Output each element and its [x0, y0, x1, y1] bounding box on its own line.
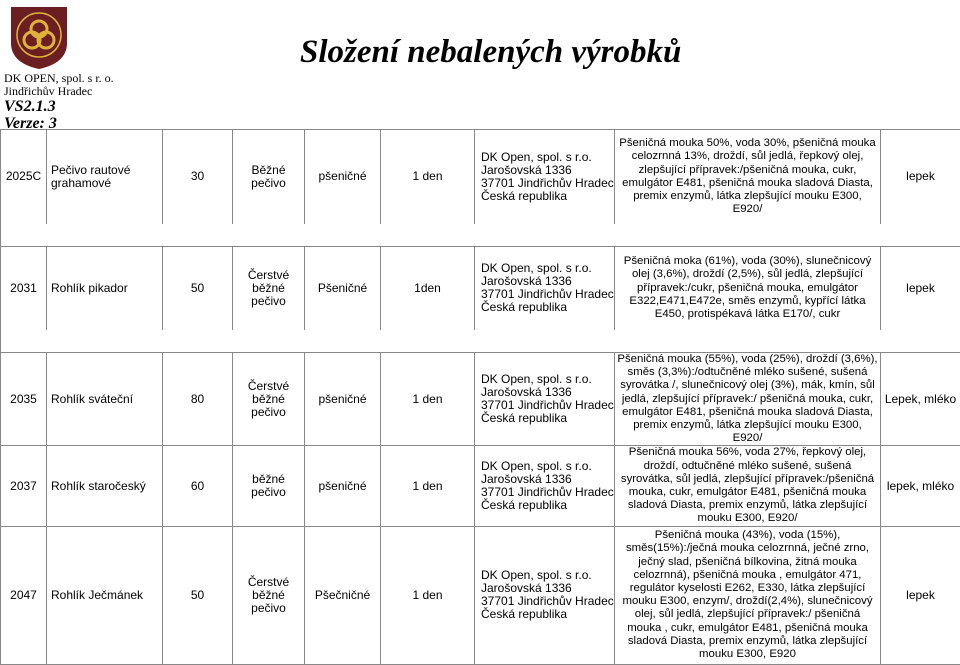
company-logo — [5, 3, 73, 71]
product-flour: pšeničné — [305, 353, 381, 446]
product-maker: DK Open, spol. s r.o. Jarošovská 1336 37701 Jindřichův Hradec Česká republika — [475, 446, 615, 526]
row-spacer — [1, 224, 960, 247]
table-row — [1, 446, 960, 526]
product-maker: DK Open, spol. s r.o. Jarošovská 1336 37701 Jindřichův Hradec Česká republika — [475, 130, 615, 224]
company-city: Jindřichův Hradec — [4, 85, 114, 98]
product-composition: Pšeničná mouka (55%), voda (25%), droždí (3,6%), směs (3,3%):/odtučněné mléko sušené, sušená syrovátka /, slunečnicový olej (3%), mák, kmín, sůl jedlá, zlepšující přípravek:/ pšeničná mouka, cukr, emulgátor E481, pšeničná mouka sladová Diasta, premix enzymů, látka zlepšující mouku E300, E920/ — [615, 353, 881, 446]
product-composition: Pšeničná mouka 50%, voda 30%, pšeničná mouka celozrnná 13%, droždí, sůl jedlá, řepkový olej, zlepšující přípravek:/pšeničná mouka, cukr, emulgátor E481, pšeničná mouka sladová Diasta, premix enzymů, látka zlepšující mouku E300, E920/ — [615, 130, 881, 224]
product-code: 2031 — [1, 246, 47, 330]
product-shelf-life: 1 den — [381, 446, 475, 526]
product-weight: 60 — [163, 446, 233, 526]
table-row — [1, 526, 960, 664]
product-shelf-life: 1 den — [381, 526, 475, 664]
product-code: 2037 — [1, 446, 47, 526]
product-name: Rohlík pikador — [47, 246, 163, 330]
product-maker: DK Open, spol. s r.o. Jarošovská 1336 37701 Jindřichův Hradec Česká republika — [475, 353, 615, 446]
product-name: Rohlík Ječmánek — [47, 526, 163, 664]
product-weight: 50 — [163, 246, 233, 330]
product-maker: DK Open, spol. s r.o. Jarošovská 1336 37701 Jindřichův Hradec Česká republika — [475, 526, 615, 664]
product-shelf-life: 1 den — [381, 353, 475, 446]
product-composition: Pšeničná mouka 56%, voda 27%, řepkový olej, droždí, odtučněné mléko sušené, sušená syrovátka, sůl jedlá, zlepšující přípravek:/pšeničná mouka, cukr, emulgátor E481, pšeničná mouka sladová Diasta, premix enzymů, látka zlepšující mouku E300, E920/ — [615, 446, 881, 526]
product-allergens: lepek — [881, 130, 960, 224]
row-spacer — [1, 330, 960, 353]
product-allergens: lepek, mléko — [881, 446, 960, 526]
product-allergens: Lepek, mléko — [881, 353, 960, 446]
product-weight: 80 — [163, 353, 233, 446]
product-name: Rohlík sváteční — [47, 353, 163, 446]
table-row — [1, 130, 960, 224]
product-name: Pečivo rautové grahamové — [47, 130, 163, 224]
product-code: 2025C — [1, 130, 47, 224]
document-revision: Verze: 3 — [4, 115, 114, 132]
product-flour: pšeničné — [305, 446, 381, 526]
table-row — [1, 353, 960, 446]
product-maker: DK Open, spol. s r.o. Jarošovská 1336 37701 Jindřichův Hradec Česká republika — [475, 246, 615, 330]
product-code: 2035 — [1, 353, 47, 446]
product-type: Čerstvé běžné pečivo — [233, 526, 305, 664]
product-flour: pšeničné — [305, 130, 381, 224]
product-shelf-life: 1den — [381, 246, 475, 330]
product-composition: Pšeničná mouka (43%), voda (15%), směs(15%):/ječná mouka celozrnná, ječné zrno, ječný slad, pšeničná bílkovina, žitná mouka celozrnná), pšeničná mouka , emulgátor 471, regulátor kyselosti E262, E330, látka zlepšující mouku E300, enzym/, droždí(2,4%), slunečnicový olej, sůl jedlá, zlepšující přípravek:/ pšeničná mouka , cukr, emulgátor E481, pšeničná mouka sladová Diasta, premix enzymů, látka zlepšující mouku E300, E920 — [615, 526, 881, 664]
product-code: 2047 — [1, 526, 47, 664]
product-flour: Pšeničné — [305, 246, 381, 330]
product-weight: 50 — [163, 526, 233, 664]
company-block — [4, 72, 114, 132]
product-shelf-life: 1 den — [381, 130, 475, 224]
table-row — [1, 246, 960, 330]
products-table — [0, 129, 960, 665]
product-composition: Pšeničná moka (61%), voda (30%), slunečnicový olej (3,6%), droždí (2,5%), sůl jedlá, zlepšující přípravek:/cukr, pšeničná mouka, emulgátor E322,E471,E472e, směs enzymů, kypřící látka E450, protispékavá látka E170/, cukr — [615, 246, 881, 330]
product-weight: 30 — [163, 130, 233, 224]
product-name: Rohlík staročeský — [47, 446, 163, 526]
document-version: VS2.1.3 — [4, 98, 114, 115]
product-allergens: lepek — [881, 526, 960, 664]
product-type: běžné pečivo — [233, 446, 305, 526]
product-flour: Pšečničné — [305, 526, 381, 664]
page-title: Složení nebalených výrobků — [300, 34, 681, 71]
product-type: Čerstvé běžné pečivo — [233, 353, 305, 446]
product-type: Běžné pečivo — [233, 130, 305, 224]
product-allergens: lepek — [881, 246, 960, 330]
company-name: DK OPEN, spol. s r. o. — [4, 72, 114, 85]
product-type: Čerstvé běžné pečivo — [233, 246, 305, 330]
